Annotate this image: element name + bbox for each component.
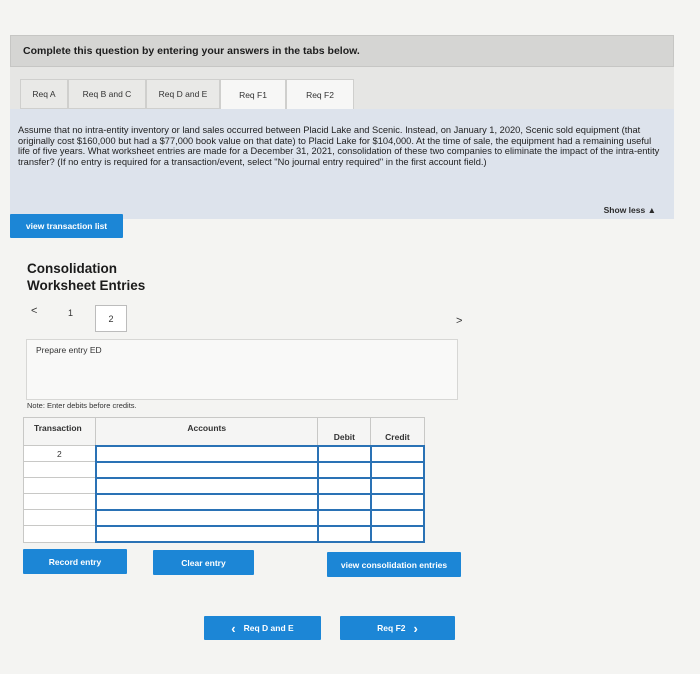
button-label: Clear entry [181,557,226,568]
show-less-link[interactable]: Show less ▲ [603,205,656,215]
account-select[interactable] [96,526,318,542]
chevron-left-icon[interactable]: < [31,305,38,317]
table-row [24,510,425,526]
button-label: view transaction list [25,221,108,231]
tab-label: Req F2 [306,90,334,100]
worksheet-title-line2: Worksheet Entries [27,278,146,293]
transaction-cell [24,510,96,526]
question-header [10,35,674,67]
debit-input[interactable] [318,446,371,462]
instructions-panel [10,109,674,219]
transaction-cell [24,462,96,478]
tab-req-d-and-e[interactable] [146,79,220,109]
transaction-cell [24,478,96,494]
credit-input[interactable] [371,494,424,510]
credit-input[interactable] [371,462,424,478]
entry-prompt-box [26,339,458,400]
button-label: view consolidation entries [340,559,448,570]
debit-input[interactable] [318,526,371,542]
chevron-right-icon[interactable]: > [456,315,463,327]
journal-table [23,417,425,543]
journal-entry-grid [23,417,425,543]
instructions-text: Assume that no intra-entity inventory or land sales occurred between Placid Lake and Scenic. Instead, on January 1, 2020, Scenic sold equipment (that originally cost $160,000 but had a $77,000 book value on that date) to Placid Lake for $104,000. At the time of sale, the equipment had a remaining useful life of five years. What worksheet entries are made for a December 31, 2021, consolidation of these two companies to eliminate the impact of the intra-entity transfer? (If no entry is required for a transaction/event, select "No journal entry required" in the first account field.) [18,125,660,167]
tab-label: Req F1 [239,90,267,100]
button-label: Req F2 [377,623,406,633]
tab-label: Req B and C [82,89,132,99]
next-req-button[interactable] [340,616,455,640]
worksheet-title-line1: Consolidation [27,261,117,276]
page-number: 2 [108,313,114,324]
account-select[interactable] [96,446,318,462]
account-select[interactable] [96,462,318,478]
table-row [24,478,425,494]
column-header-accounts: Accounts [96,418,318,446]
tab-req-b-and-c[interactable] [68,79,146,109]
tab-req-f2[interactable] [286,79,354,111]
tab-req-a[interactable] [20,79,68,109]
table-row [24,462,425,478]
page-2-tab[interactable] [95,305,127,332]
table-row [24,446,425,462]
account-select[interactable] [96,510,318,526]
credit-input[interactable] [371,526,424,542]
transaction-cell [24,526,96,542]
chevron-left-icon: ‹ [231,620,236,636]
debit-input[interactable] [318,494,371,510]
button-label: Record entry [48,556,102,567]
credit-input[interactable] [371,510,424,526]
debit-input[interactable] [318,478,371,494]
column-header-debit: Debit [318,418,371,446]
chevron-right-icon: › [413,620,418,636]
column-header-credit: Credit [371,418,424,446]
page-1-tab[interactable]: 1 [68,308,74,318]
view-consolidation-entries-button[interactable] [327,552,461,577]
account-select[interactable] [96,494,318,510]
entry-prompt: Prepare entry ED [36,345,102,355]
column-header-transaction: Transaction [24,418,96,446]
credit-input[interactable] [371,446,424,462]
credit-input[interactable] [371,478,424,494]
table-row [24,526,425,542]
tab-label: Req A [32,89,56,99]
debit-input[interactable] [318,462,371,478]
tab-label: Req D and E [158,89,208,99]
record-entry-button[interactable] [23,549,127,574]
transaction-cell [24,494,96,510]
tab-req-f1[interactable] [220,79,286,111]
debit-input[interactable] [318,510,371,526]
account-select[interactable] [96,478,318,494]
debits-note: Note: Enter debits before credits. [27,401,137,410]
prev-req-button[interactable] [204,616,321,640]
transaction-cell: 2 [24,446,96,462]
button-label: Req D and E [243,623,294,633]
view-transaction-list-button[interactable] [10,214,123,238]
question-header-text: Complete this question by entering your answers in the tabs below. [23,45,360,57]
table-row [24,494,425,510]
table-header-row [24,418,425,446]
worksheet-title [27,260,145,294]
clear-entry-button[interactable] [153,550,254,575]
